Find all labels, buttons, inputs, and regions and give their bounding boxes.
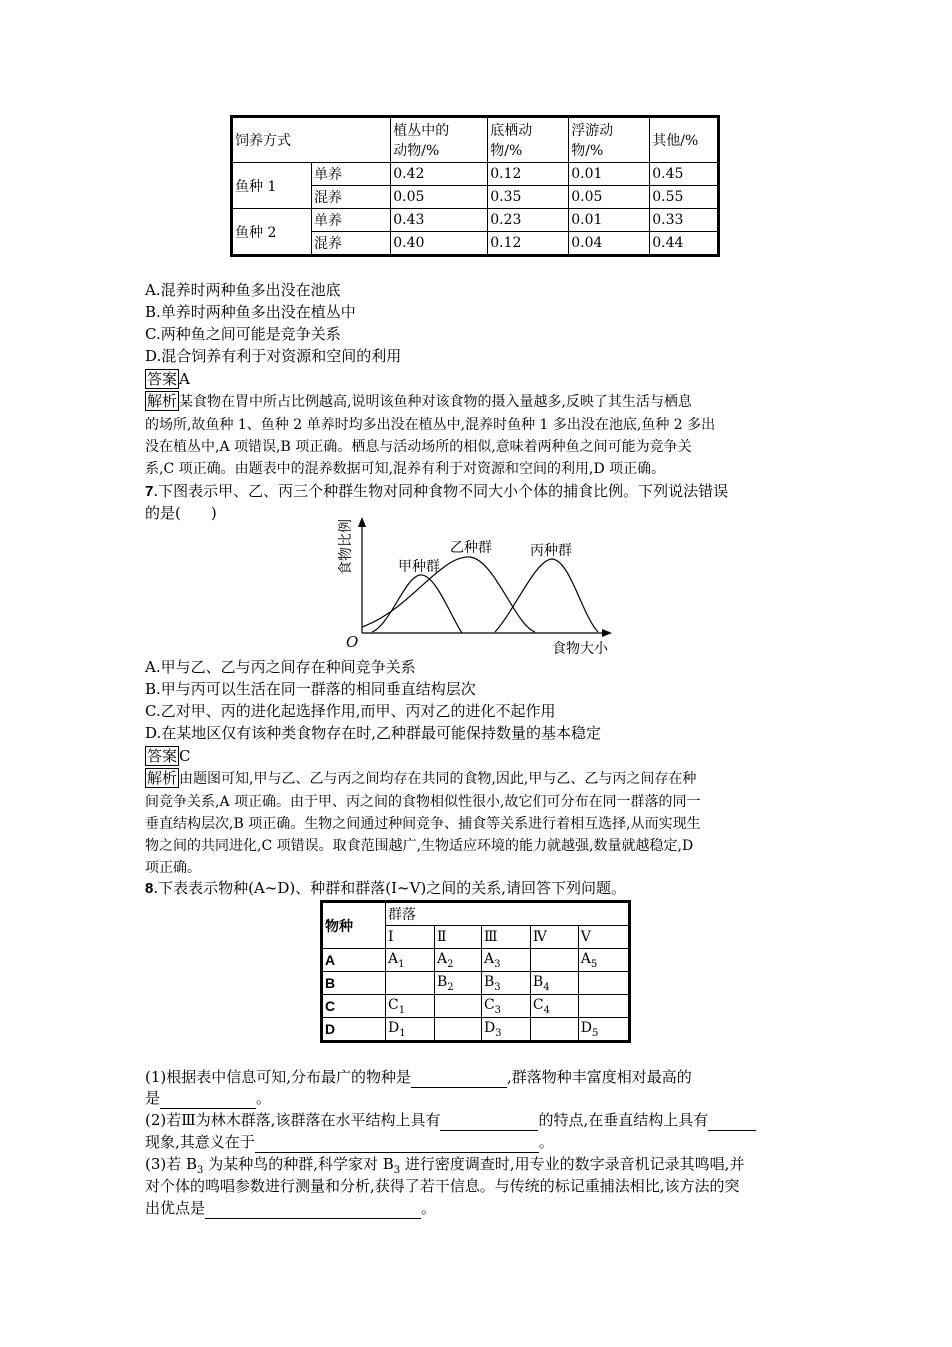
table-row [322, 949, 630, 972]
q6-analysis-line: 解析 某食物在胃中所占比例越高,说明该鱼种对该食物的摄入量越多,反映了其生活与栖息 [147, 392, 692, 410]
population-cell: $A_5$ [578, 949, 629, 972]
community-col: Ⅴ [578, 926, 629, 949]
value-cell: 0.33 [650, 209, 719, 232]
origin-label: O [346, 633, 359, 651]
population-cell: $A_2$ [434, 949, 481, 972]
population-cell: $A_3$ [481, 949, 530, 972]
population-cell: $C_4$ [530, 995, 578, 1018]
label-jia: 甲种群 [398, 559, 440, 575]
q6-analysis-line: 的场所,故鱼种 1、鱼种 2 单养时均多出没在植丛中,混养时鱼种 1 多出没在池底,鱼种 2 多出 [145, 417, 716, 433]
q7-analysis-line: 解析 由题图可知,甲与乙、乙与丙之间均存在共同的食物,因此,甲与乙、乙与丙之间存在种 [147, 769, 697, 787]
value-cell: 0.44 [650, 232, 719, 256]
population-cell: $B_3$ [481, 972, 530, 995]
answer-tag: 答案 [147, 370, 178, 388]
q6-analysis-line: 系,C 项正确。由题表中的混养数据可知,混养有利于对资源和空间的利用,D 项正确。 [145, 461, 666, 477]
q8-stem: 8.下表表示物种(A~D)、种群和群落(Ⅰ~Ⅴ)之间的关系,请回答下列问题。 [145, 879, 627, 897]
label-yi: 乙种群 [450, 540, 492, 556]
q8-sub2-cont: 现象,其意义在于 。 [145, 1133, 554, 1151]
mode-cell: 混养 [312, 186, 391, 209]
q6-option-b: B.单养时两种鱼多出没在植丛中 [145, 303, 356, 321]
q7-analysis-line: 间竞争关系,A 项正确。由于甲、丙之间的食物相似性很小,故它们可分布在同一群落的同一 [145, 794, 701, 810]
population-cell [530, 949, 578, 972]
population-cell: $D_1$ [386, 1018, 435, 1042]
value-cell: 0.42 [391, 163, 488, 186]
q7-analysis-line: 垂直结构层次,B 项正确。生物之间通过种间竞争、捕食等关系进行着相互选择,从而实现生 [145, 816, 701, 832]
answer-blank[interactable] [440, 1114, 538, 1131]
population-cell [434, 995, 481, 1018]
value-cell: 0.01 [569, 163, 650, 186]
q7-analysis-line: 物之间的共同进化,C 项错误。取食范围越广,生物适应环境的能力就越强,数量就越稳定,D [145, 838, 694, 854]
community-col: Ⅳ [530, 926, 578, 949]
population-cell: $C_3$ [481, 995, 530, 1018]
value-cell: 0.40 [391, 232, 488, 256]
population-cell [578, 995, 629, 1018]
q8-sub3-cont2: 出优点是 。 [145, 1199, 437, 1217]
species-header: 物种 [322, 902, 386, 949]
curve-bing [495, 559, 598, 632]
species-cell: D [322, 1018, 386, 1042]
value-cell: 0.55 [650, 186, 719, 209]
mode-cell: 单养 [312, 209, 391, 232]
value-cell: 0.45 [650, 163, 719, 186]
answer-blank[interactable] [411, 1071, 507, 1088]
value-cell: 0.04 [569, 232, 650, 256]
species-cell: A [322, 949, 386, 972]
population-cell: $D_5$ [578, 1018, 629, 1042]
x-axis-label: 食物大小 [552, 641, 608, 657]
q7-stem-2: 的是( ) [145, 504, 217, 522]
value-cell: 0.01 [569, 209, 650, 232]
analysis-tag: 解析 [147, 769, 178, 787]
population-cell: $B_2$ [434, 972, 481, 995]
community-header: 群落 [386, 902, 630, 926]
value-cell: 0.35 [488, 186, 569, 209]
q7-option-b: B.甲与丙可以生活在同一群落的相同垂直结构层次 [145, 680, 476, 698]
q6-answer: 答案 A [147, 370, 190, 388]
value-cell: 0.05 [569, 186, 650, 209]
q8-sub3-cont: 对个体的鸣唱参数进行测量和分析,获得了若干信息。与传统的标记重捕法相比,该方法的突 [145, 1177, 740, 1195]
q8-sub1-cont: 是 。 [145, 1089, 272, 1107]
q8-sub1: (1)根据表中信息可知,分布最广的物种是 ,群落物种丰富度相对最高的 [145, 1068, 692, 1086]
value-cell: 0.23 [488, 209, 569, 232]
population-cell [386, 972, 435, 995]
species-community-table [320, 900, 631, 1043]
community-col: Ⅱ [434, 926, 481, 949]
population-cell [434, 1018, 481, 1042]
header-feeding-mode: 饲养方式 [232, 117, 391, 163]
curve-jia [372, 575, 462, 633]
q7-answer: 答案 C [147, 747, 191, 765]
answer-blank[interactable] [205, 1202, 421, 1219]
q7-analysis-line: 项正确。 [145, 860, 201, 876]
answer-blank[interactable] [255, 1136, 539, 1153]
header-other: 其他/% [650, 117, 719, 163]
q6-option-d: D.混合饲养有利于对资源和空间的利用 [145, 347, 402, 365]
table-row [322, 1018, 630, 1042]
q6-option-a: A.混养时两种鱼多出没在池底 [145, 281, 341, 299]
header-benthic: 底栖动 物/% [488, 117, 569, 163]
header-plankton: 浮游动 物/% [569, 117, 650, 163]
table-row [322, 972, 630, 995]
population-cell [530, 1018, 578, 1042]
group-name: 鱼种 2 [232, 209, 312, 256]
header-plant-animals: 植丛中的 动物/% [391, 117, 488, 163]
population-cell: $C_1$ [386, 995, 435, 1018]
population-cell [578, 972, 629, 995]
feeding-table [230, 115, 720, 257]
y-axis-label: 食物比例 [338, 519, 354, 575]
predation-figure [320, 515, 630, 660]
population-cell: $D_3$ [481, 1018, 530, 1042]
population-cell: $B_4$ [530, 972, 578, 995]
analysis-tag: 解析 [147, 392, 178, 410]
species-cell: B [322, 972, 386, 995]
answer-tag: 答案 [147, 747, 178, 765]
mode-cell: 单养 [312, 163, 391, 186]
community-col: Ⅲ [481, 926, 530, 949]
value-cell: 0.43 [391, 209, 488, 232]
q6-option-c: C.两种鱼之间可能是竞争关系 [145, 325, 341, 343]
answer-blank[interactable] [160, 1092, 256, 1109]
value-cell: 0.12 [488, 163, 569, 186]
label-bing: 丙种群 [530, 543, 572, 559]
q7-stem: 7.下图表示甲、乙、丙三个种群生物对同种食物不同大小个体的捕食比例。下列说法错误 [145, 482, 729, 500]
answer-blank[interactable] [708, 1114, 756, 1131]
q8-sub3: (3)若 $B_3$ 为某种鸟的种群,科学家对 $B_3$ 进行密度调查时,用专业的数字录音机记录其鸣唱,并 [145, 1155, 745, 1176]
mode-cell: 混养 [312, 232, 391, 256]
population-cell: $A_1$ [386, 949, 435, 972]
q6-analysis-line: 没在植丛中,A 项错误,B 项正确。栖息与活动场所的相似,意味着两种鱼之间可能为竞争关 [145, 439, 692, 455]
q7-option-a: A.甲与乙、乙与丙之间存在种间竞争关系 [145, 658, 416, 676]
q7-option-c: C.乙对甲、丙的进化起选择作用,而甲、丙对乙的进化不起作用 [145, 702, 556, 720]
table-row [322, 995, 630, 1018]
value-cell: 0.12 [488, 232, 569, 256]
q7-option-d: D.在某地区仅有该种类食物存在时,乙种群最可能保持数量的基本稳定 [145, 724, 602, 742]
q8-sub2: (2)若Ⅲ为林木群落,该群落在水平结构上具有 的特点,在垂直结构上具有 [145, 1109, 756, 1131]
group-name: 鱼种 1 [232, 163, 312, 209]
curve-yi [362, 557, 535, 632]
community-col: Ⅰ [386, 926, 435, 949]
species-cell: C [322, 995, 386, 1018]
value-cell: 0.05 [391, 186, 488, 209]
